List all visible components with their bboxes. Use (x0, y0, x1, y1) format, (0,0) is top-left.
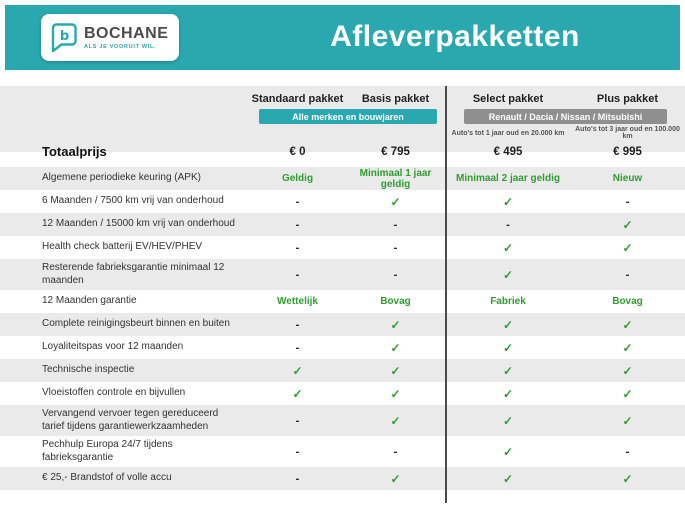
feature-rows (0, 167, 685, 490)
total-price-label: Totaalprijs (42, 144, 107, 159)
table-row (0, 290, 685, 313)
check-icon: ✓ (390, 363, 401, 378)
bochane-logo-icon (51, 23, 77, 53)
table-row (0, 467, 685, 490)
group-divider-line (445, 86, 447, 503)
feature-label: Complete reinigingsbeurt binnen en buiten (42, 318, 230, 330)
table-row (0, 359, 685, 382)
check-icon: ✓ (390, 340, 401, 355)
table-row (0, 336, 685, 359)
feature-value: Nieuw (612, 173, 643, 184)
check-icon: ✓ (622, 413, 633, 428)
check-icon: ✓ (502, 363, 514, 378)
feature-label: 12 Maanden garantie (42, 295, 137, 307)
check-icon: ✓ (502, 471, 514, 486)
col-basis-pakket: Basis pakket (361, 93, 430, 105)
table-row (0, 259, 685, 290)
table-row (0, 213, 685, 236)
check-icon: ✓ (622, 340, 633, 355)
check-icon: ✓ (292, 386, 303, 401)
check-icon: ✓ (622, 240, 633, 255)
feature-value: Wettelijk (277, 296, 318, 307)
dash-mark: - (625, 268, 630, 281)
dash-mark: - (393, 218, 398, 231)
check-icon: ✓ (622, 317, 633, 332)
dash-mark: - (295, 445, 300, 458)
price-standaard: € 0 (289, 145, 306, 158)
group-badge-row (0, 109, 685, 124)
price-select: € 495 (493, 145, 523, 158)
dash-mark: - (295, 341, 300, 354)
sub-plus: Auto's tot 3 jaar oud en 100.000 km (575, 126, 680, 140)
brand-tagline: ALS JE VOORUIT WIL. (84, 43, 157, 50)
badge-alle-merken: Alle merken en bouwjaren (259, 109, 437, 124)
check-icon: ✓ (502, 194, 514, 209)
check-icon: ✓ (390, 194, 401, 209)
feature-value: Minimaal 1 jaar geldig (359, 167, 432, 190)
dash-mark: - (295, 218, 300, 231)
feature-label: 12 Maanden / 15000 km vrij van onderhoud (42, 218, 235, 230)
feature-value: Bovag (612, 296, 643, 307)
badge-merken-groep: Renault / Dacia / Nissan / Mitsubishi (464, 109, 667, 124)
check-icon: ✓ (502, 317, 514, 332)
feature-value: Geldig (281, 173, 314, 184)
feature-value: Minimaal 2 jaar geldig (456, 173, 560, 184)
feature-value: Fabriek (490, 296, 526, 307)
svg-text:b: b (59, 28, 70, 44)
feature-label: € 25,- Brandstof of volle accu (42, 472, 172, 484)
price-basis: € 795 (381, 145, 410, 158)
check-icon: ✓ (622, 363, 633, 378)
feature-label: Pechhulp Europa 24/7 tijdens fabrieksgarantie (42, 439, 173, 463)
dash-mark: - (295, 195, 300, 208)
check-icon: ✓ (390, 413, 401, 428)
dash-mark: - (295, 241, 300, 254)
logo-text (84, 26, 168, 50)
dash-mark: - (393, 268, 398, 281)
check-icon: ✓ (292, 363, 303, 378)
dash-mark: - (625, 445, 630, 458)
feature-label: Vloeistoffen controle en bijvullen (42, 387, 186, 399)
table-row (0, 436, 685, 467)
feature-label: Algemene periodieke keuring (APK) (42, 172, 201, 184)
dash-mark: - (295, 472, 300, 485)
total-price-row (0, 144, 685, 159)
page-title: Afleverpakketten (330, 20, 580, 53)
check-icon: ✓ (502, 413, 514, 428)
feature-label: 6 Maanden / 7500 km vrij van onderhoud (42, 195, 224, 207)
table-header (0, 86, 685, 159)
feature-label: Vervangend vervoer tegen gereduceerd tarief tijdens garantiewerkzaamheden (42, 408, 219, 432)
package-header-row (0, 93, 685, 105)
table-row (0, 313, 685, 336)
check-icon: ✓ (622, 217, 633, 232)
dash-mark: - (295, 318, 300, 331)
check-icon: ✓ (622, 471, 633, 486)
table-row (0, 167, 685, 190)
header-bar (5, 5, 680, 70)
feature-label: Technische inspectie (42, 364, 135, 376)
dash-mark: - (625, 195, 630, 208)
sub-select: Auto's tot 1 jaar oud en 20.000 km (451, 129, 565, 137)
col-select-pakket: Select pakket (472, 93, 544, 105)
feature-label: Loyaliteitspas voor 12 maanden (42, 341, 184, 353)
dash-mark: - (393, 445, 398, 458)
feature-label: Resterende fabrieksgarantie minimaal 12 maanden (42, 262, 225, 286)
col-standaard-pakket: Standaard pakket (251, 93, 344, 105)
dash-mark: - (506, 218, 510, 231)
sub-condition-row (0, 126, 685, 140)
check-icon: ✓ (390, 317, 401, 332)
col-plus-pakket: Plus pakket (596, 93, 659, 105)
check-icon: ✓ (390, 386, 401, 401)
feature-value: Bovag (380, 296, 411, 307)
price-plus: € 995 (613, 145, 642, 158)
check-icon: ✓ (502, 267, 514, 282)
table-row (0, 382, 685, 405)
check-icon: ✓ (502, 240, 514, 255)
check-icon: ✓ (502, 444, 514, 459)
table-row (0, 236, 685, 259)
dash-mark: - (295, 268, 300, 281)
bochane-logo (41, 14, 179, 61)
check-icon: ✓ (622, 386, 633, 401)
feature-label: Health check batterij EV/HEV/PHEV (42, 241, 203, 253)
check-icon: ✓ (502, 340, 514, 355)
table-row (0, 190, 685, 213)
dash-mark: - (393, 241, 398, 254)
check-icon: ✓ (390, 471, 401, 486)
brand-name: BOCHANE (84, 24, 169, 42)
dash-mark: - (295, 414, 300, 427)
check-icon: ✓ (502, 386, 514, 401)
table-row (0, 405, 685, 436)
